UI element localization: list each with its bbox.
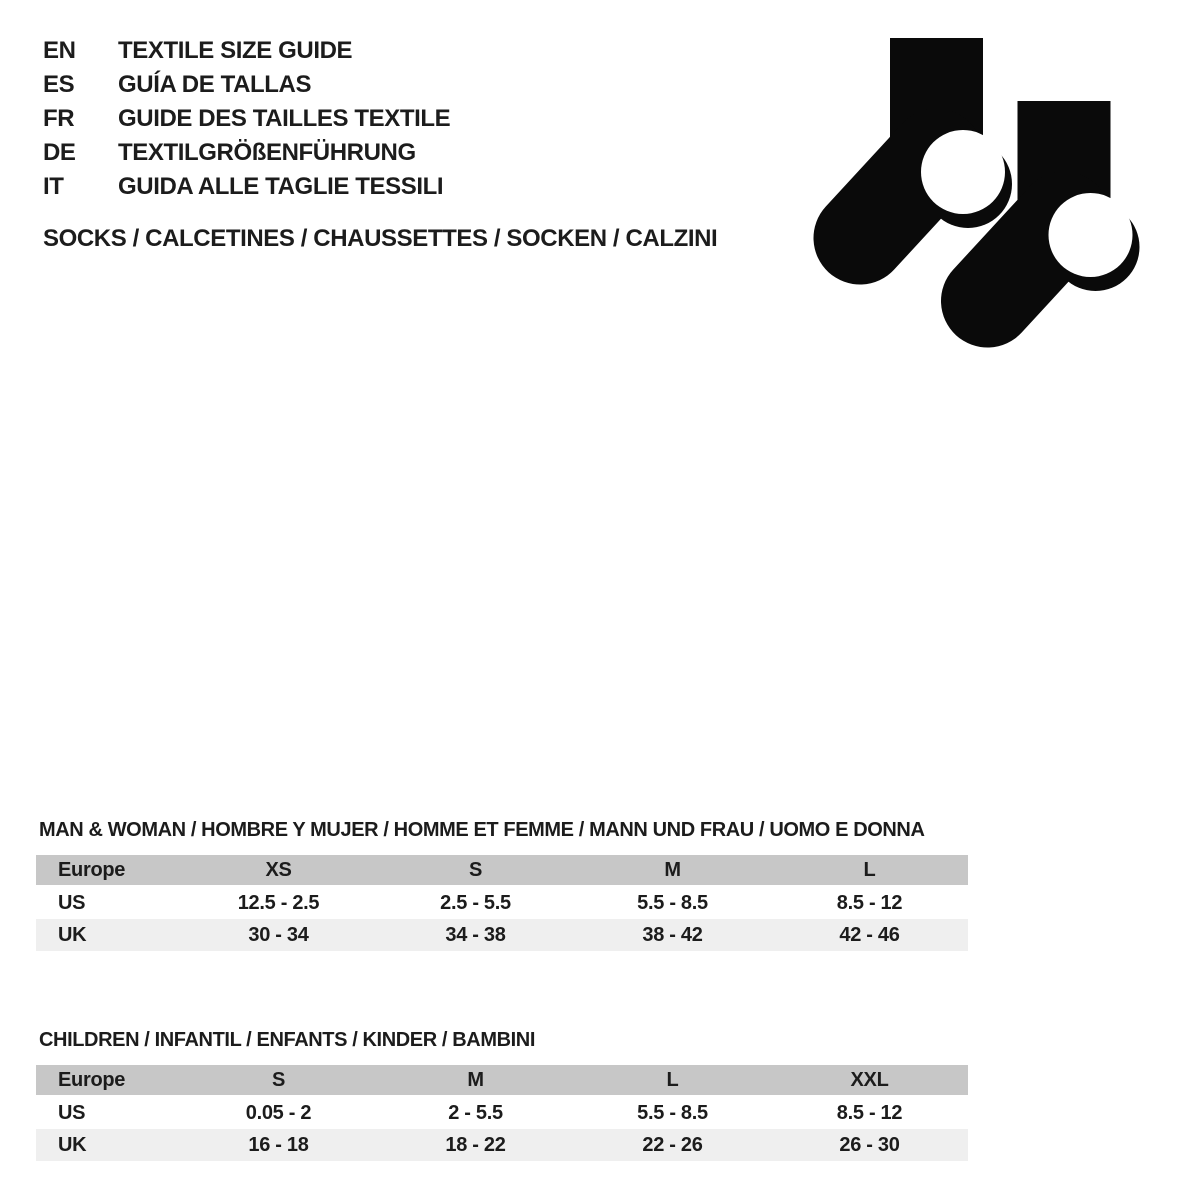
row-label: UK: [58, 1133, 87, 1156]
row-label: US: [58, 1101, 86, 1124]
language-row-en: [43, 34, 450, 68]
header-cell-size: XXL: [850, 1068, 889, 1091]
man-woman-table: [36, 855, 968, 951]
language-row-de: [43, 136, 450, 170]
table-row-us: [36, 887, 968, 919]
man-woman-section: [36, 818, 968, 951]
language-label: TEXTILGRÖßENFÜHRUNG: [118, 139, 416, 166]
man-woman-title: MAN & WOMAN / HOMBRE Y MUJER / HOMME ET FEMME / MANN UND FRAU / UOMO E DONNA: [39, 819, 925, 841]
header-cell-size: M: [664, 858, 681, 881]
header-cell-size: L: [666, 1068, 679, 1091]
size-value: 5.5 - 8.5: [637, 1101, 708, 1124]
header-cell-size: XS: [265, 858, 292, 881]
language-label: GUÍA DE TALLAS: [118, 71, 312, 98]
size-value: 2 - 5.5: [448, 1101, 503, 1124]
language-label: GUIDE DES TAILLES TEXTILE: [118, 105, 451, 132]
header-cell-size: L: [863, 858, 876, 881]
language-code: IT: [43, 173, 64, 200]
sock-right-shape: [988, 101, 1140, 301]
children-section: [36, 1028, 968, 1161]
size-value: 34 - 38: [445, 923, 506, 946]
table-header-row: [36, 1065, 968, 1095]
size-value: 38 - 42: [642, 923, 703, 946]
size-value: 8.5 - 12: [836, 1101, 903, 1124]
table-row-us: [36, 1097, 968, 1129]
table-row-uk: [36, 1129, 968, 1161]
size-value: 30 - 34: [248, 923, 309, 946]
language-label: GUIDA ALLE TAGLIE TESSILI: [118, 173, 444, 200]
row-label: UK: [58, 923, 87, 946]
children-title: CHILDREN / INFANTIL / ENFANTS / KINDER / BAMBINI: [39, 1029, 535, 1051]
row-label: US: [58, 891, 86, 914]
language-code: FR: [43, 105, 75, 132]
size-value: 8.5 - 12: [836, 891, 903, 914]
header-cell-size: M: [467, 1068, 484, 1091]
table-row-uk: [36, 919, 968, 951]
size-value: 26 - 30: [839, 1133, 900, 1156]
header-cell-size: S: [271, 1068, 286, 1091]
language-list: [43, 34, 450, 204]
children-table: [36, 1065, 968, 1161]
header-cell-size: S: [468, 858, 483, 881]
size-value: 12.5 - 2.5: [237, 891, 320, 914]
socks-icon: [780, 20, 1200, 460]
sock-left-shape: [860, 38, 1012, 238]
size-value: 16 - 18: [248, 1133, 309, 1156]
language-row-fr: [43, 102, 450, 136]
size-value: 5.5 - 8.5: [637, 891, 708, 914]
size-value: 42 - 46: [839, 923, 900, 946]
language-code: DE: [43, 139, 76, 166]
category-line: SOCKS / CALCETINES / CHAUSSETTES / SOCKEN / CALZINI: [43, 225, 718, 252]
language-row-it: [43, 170, 450, 204]
size-value: 18 - 22: [445, 1133, 506, 1156]
language-code: EN: [43, 37, 76, 64]
header-cell-region: Europe: [58, 858, 126, 881]
language-row-es: [43, 68, 450, 102]
language-label: TEXTILE SIZE GUIDE: [118, 37, 353, 64]
size-value: 0.05 - 2: [245, 1101, 312, 1124]
size-value: 2.5 - 5.5: [440, 891, 511, 914]
size-value: 22 - 26: [642, 1133, 703, 1156]
table-header-row: [36, 855, 968, 885]
header-cell-region: Europe: [58, 1068, 126, 1091]
language-code: ES: [43, 71, 75, 98]
